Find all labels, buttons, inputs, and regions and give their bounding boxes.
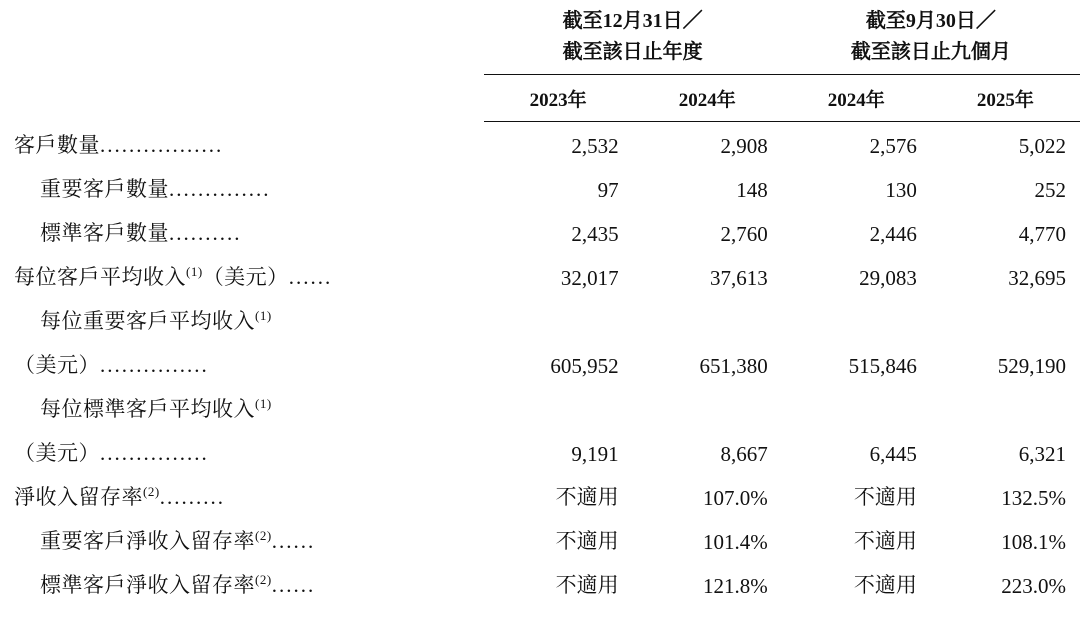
table-row (0, 562, 1080, 606)
row-value: 515,846 (848, 354, 917, 378)
row-label-text: 每位重要客戶平均收入 (40, 309, 255, 333)
row-value: 4,770 (1018, 222, 1066, 246)
row-label-text: 標準客戶數量 (40, 221, 169, 245)
row-value: 不適用 (555, 529, 619, 553)
row-label-text: 客戶數量 (14, 133, 100, 157)
table-row (0, 342, 1080, 386)
row-label (0, 254, 484, 298)
row-label (0, 474, 484, 518)
row-label-footnote-marker: (1) (186, 264, 203, 279)
row-label (0, 562, 484, 606)
row-value: 不適用 (853, 529, 917, 553)
row-label (0, 122, 484, 166)
row-value: 101.4% (703, 530, 768, 554)
header-group-ninemonths (782, 0, 1080, 70)
row-label-leader-dots: ......... (159, 485, 225, 509)
row-label-text: （美元） (14, 441, 100, 465)
row-label-leader-dots: ................. (100, 133, 224, 157)
row-value: 108.1% (1001, 530, 1066, 554)
row-value: 2,532 (571, 134, 619, 158)
row-label-footnote-marker: (1) (255, 308, 272, 323)
table-body (0, 122, 1080, 606)
row-label (0, 342, 484, 386)
row-value: 6,321 (1018, 442, 1066, 466)
row-value: 29,083 (859, 266, 917, 290)
table-row (0, 474, 1080, 518)
row-value: 2,908 (720, 134, 768, 158)
row-value: 2,446 (869, 222, 917, 246)
row-label-text: 重要客戶淨收入留存率 (40, 529, 255, 553)
table-header (0, 0, 1080, 122)
row-label-leader-dots: .......... (169, 221, 242, 245)
row-value: 148 (736, 178, 768, 202)
row-value: 252 (1034, 178, 1066, 202)
row-value: 2,435 (571, 222, 619, 246)
row-label-footnote-marker: (2) (255, 528, 272, 543)
header-group-annual (484, 0, 782, 70)
row-value: 97 (597, 178, 619, 202)
header-year-row (0, 75, 1080, 118)
header-group-ninemonths-line1: 截至9月30日／ (865, 10, 996, 32)
header-year-2025-ninemonths: 2025年 (976, 90, 1034, 111)
row-label-footnote-marker: (1) (255, 396, 272, 411)
row-value (484, 298, 633, 342)
table-row (0, 298, 1080, 342)
header-group-row (0, 0, 1080, 70)
row-label-text: （美元） (14, 353, 100, 377)
row-value: 132.5% (1001, 486, 1066, 510)
row-value: 9,191 (571, 442, 619, 466)
row-value: 37,613 (710, 266, 768, 290)
table-row (0, 122, 1080, 166)
row-label-footnote-marker: (2) (255, 572, 272, 587)
row-value: 107.0% (703, 486, 768, 510)
row-value: 130 (885, 178, 917, 202)
table-row (0, 210, 1080, 254)
row-label-leader-dots: ...... (271, 573, 316, 597)
row-label-leader-dots: ...... (271, 529, 316, 553)
row-value: 529,190 (997, 354, 1066, 378)
row-value: 不適用 (555, 485, 619, 509)
row-label-leader-dots: .............. (169, 177, 271, 201)
row-label (0, 298, 484, 342)
row-value: 不適用 (555, 573, 619, 597)
row-value: 121.8% (703, 574, 768, 598)
row-label-footnote-marker: (2) (143, 484, 160, 499)
row-value: 不適用 (853, 573, 917, 597)
header-group-annual-line2: 截至該日止年度 (562, 41, 703, 63)
row-value (782, 386, 931, 430)
row-value (931, 386, 1080, 430)
header-year-2024-ninemonths: 2024年 (827, 90, 885, 111)
table-row (0, 166, 1080, 210)
row-label-leader-dots: ............... (100, 441, 209, 465)
header-year-2024-annual: 2024年 (678, 90, 736, 111)
header-year-2023: 2023年 (529, 90, 587, 111)
row-value (633, 298, 782, 342)
row-label-leader-dots: ...... (288, 265, 333, 289)
table-row (0, 386, 1080, 430)
header-year-spacer (0, 75, 484, 118)
row-value (782, 298, 931, 342)
row-value: 不適用 (853, 485, 917, 509)
row-value (633, 386, 782, 430)
row-value: 2,576 (869, 134, 917, 158)
row-value: 32,017 (560, 266, 619, 290)
row-label-text: 淨收入留存率 (14, 485, 143, 509)
row-value: 5,022 (1018, 134, 1066, 158)
row-label (0, 210, 484, 254)
header-group-ninemonths-line2: 截至該日止九個月 (850, 41, 1011, 63)
row-label (0, 166, 484, 210)
row-label-suffix: （美元） (202, 265, 289, 289)
row-value (484, 386, 633, 430)
row-label (0, 430, 484, 474)
row-label (0, 518, 484, 562)
row-value: 605,952 (550, 354, 619, 378)
header-spacer (0, 0, 484, 70)
row-label-text: 每位標準客戶平均收入 (40, 397, 255, 421)
row-value: 6,445 (869, 442, 917, 466)
table-row (0, 254, 1080, 298)
row-value: 32,695 (1008, 266, 1066, 290)
table-row (0, 430, 1080, 474)
row-value: 651,380 (699, 354, 768, 378)
row-label-text: 每位客戶平均收入 (14, 265, 186, 289)
row-value: 8,667 (720, 442, 768, 466)
header-group-annual-line1: 截至12月31日／ (562, 10, 703, 32)
row-label-text: 重要客戶數量 (40, 177, 169, 201)
table-row (0, 518, 1080, 562)
row-value: 2,760 (720, 222, 768, 246)
row-value: 223.0% (1001, 574, 1066, 598)
row-label (0, 386, 484, 430)
row-value (931, 298, 1080, 342)
row-label-text: 標準客戶淨收入留存率 (40, 573, 255, 597)
row-label-leader-dots: ............... (100, 353, 209, 377)
